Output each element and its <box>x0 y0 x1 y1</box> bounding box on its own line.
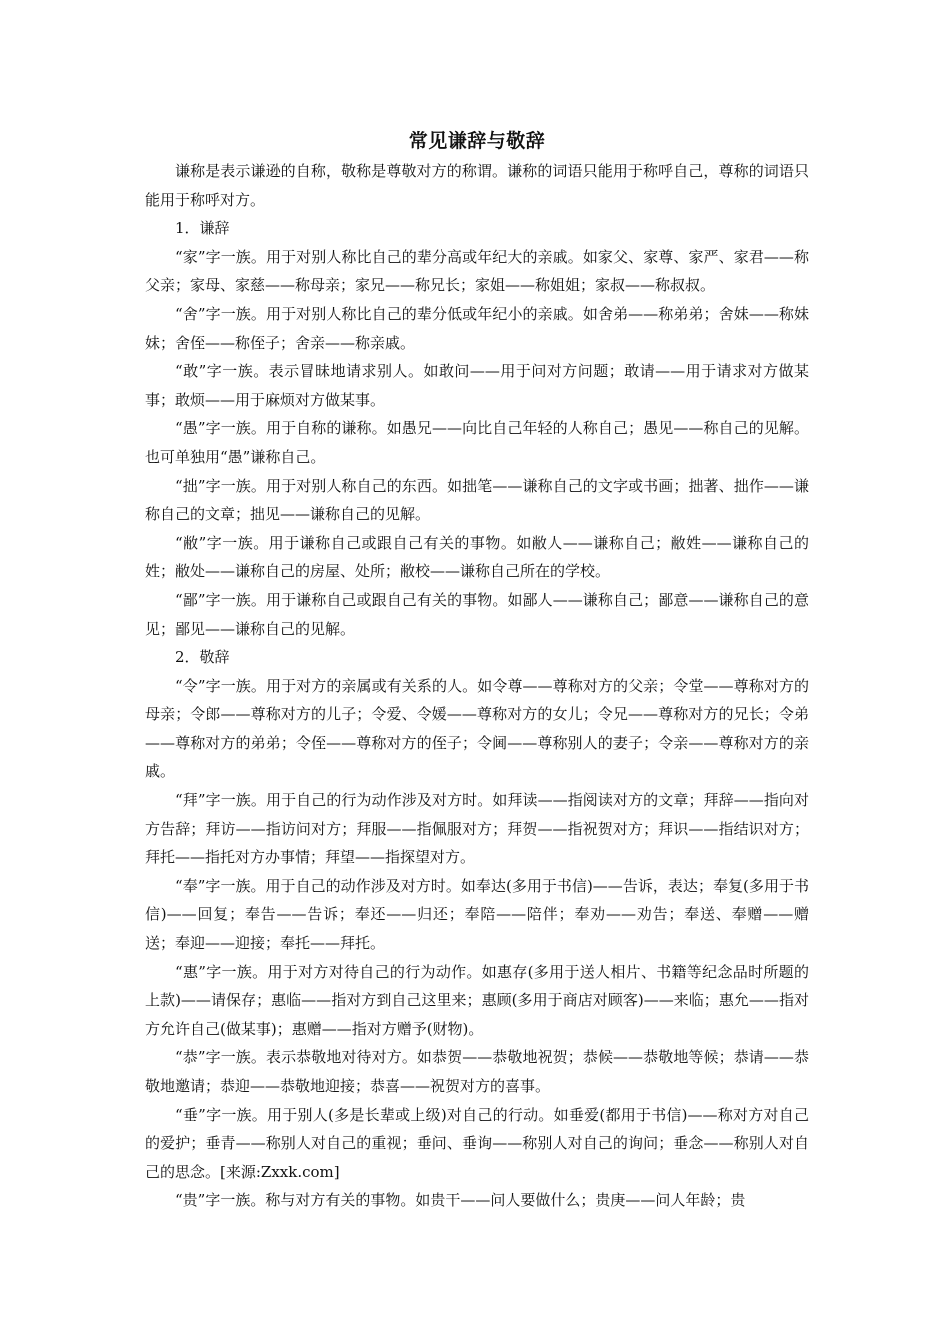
list-item: “鄙”字一族。用于谦称自己或跟自己有关的事物。如鄙人——谦称自己；鄙意——谦称自己的意见；鄙见——谦称自己的见解。 <box>145 590 809 638</box>
list-item: “敢”字一族。表示冒昧地请求别人。如敢问——用于问对方问题；敢请——用于请求对方做某事；敢烦——用于麻烦对方做某事。 <box>145 362 809 409</box>
list-item: “拜”字一族。用于自己的行为动作涉及对方时。如拜读——指阅读对方的文章；拜辞——指向对方告辞；拜访——指访问对方；拜服——指佩服对方；拜贺——指祝贺对方；拜识——指结识对方；拜托——指托对方办事情；拜望——指探望对方。 <box>145 791 809 867</box>
section-heading-respectful: 2．敬辞 <box>175 648 230 667</box>
list-item: “垂”字一族。用于别人(多是长辈或上级)对自己的行动。如垂爱(都用于书信)——称对方对自己的爱护；垂青——称别人对自己的重视；垂问、垂询——称别人对自己的询问；垂念——称别人对自己的思念。[来源:Zxxk.com] <box>145 1105 809 1181</box>
list-item: “敝”字一族。用于谦称自己或跟自己有关的事物。如敝人——谦称自己；敝姓——谦称自己的姓；敝处——谦称自己的房屋、处所；敝校——谦称自己所在的学校。 <box>145 533 809 581</box>
list-item: “愚”字一族。用于自称的谦称。如愚兄——向比自己年轻的人称自己；愚见——称自己的见解。也可单独用“愚”谦称自己。 <box>145 419 809 466</box>
list-item: “奉”字一族。用于自己的动作涉及对方时。如奉达(多用于书信)——告诉，表达；奉复(多用于书信)——回复；奉告——告诉；奉还——归还；奉陪——陪伴；奉劝——劝告；奉送、奉赠——赠送；奉迎——迎接；奉托——拜托。 <box>145 876 809 953</box>
list-item: “令”字一族。用于对方的亲属或有关系的人。如令尊——尊称对方的父亲；令堂——尊称对方的母亲；令郎——尊称对方的儿子；令爱、令媛——尊称对方的女儿；令兄——尊称对方的兄长；令弟——尊称对方的弟弟；令侄——尊称对方的侄子；令阃——尊称别人的妻子；令亲——尊称对方的亲戚。 <box>145 676 809 781</box>
page-title: 常见谦辞与敬辞 <box>408 130 546 152</box>
list-item: “家”字一族。用于对别人称比自己的辈分高或年纪大的亲戚。如家父、家尊、家严、家君——称父亲；家母、家慈——称母亲；家兄——称兄长；家姐——称姐姐；家叔——称叔叔。 <box>145 247 809 295</box>
list-item: “贵”字一族。称与对方有关的事物。如贵干——问人要做什么；贵庚——问人年龄；贵 <box>175 1191 746 1210</box>
list-item: “舍”字一族。用于对别人称比自己的辈分低或年纪小的亲戚。如舍弟——称弟弟；舍妹——称妹妹；舍侄——称侄子；舍亲——称亲戚。 <box>145 304 809 352</box>
section-heading-humble: 1．谦辞 <box>175 219 230 238</box>
intro-paragraph: 谦称是表示谦逊的自称，敬称是尊敬对方的称谓。谦称的词语只能用于称呼自己，尊称的词语只能用于称呼对方。 <box>145 162 809 209</box>
document-body <box>145 128 809 1215</box>
list-item: “惠”字一族。用于对方对待自己的行为动作。如惠存(多用于送人相片、书籍等纪念品时所题的上款)——请保存；惠临——指对方到自己这里来；惠顾(多用于商店对顾客)——来临；惠允——指对方允许自己(做某事)；惠赠——指对方赠予(财物)。 <box>145 962 809 1038</box>
list-item: “拙”字一族。用于对别人称自己的东西。如拙笔——谦称自己的文字或书画；拙著、拙作——谦称自己的文章；拙见——谦称自己的见解。 <box>145 476 809 524</box>
list-item: “恭”字一族。表示恭敬地对待对方。如恭贺——恭敬地祝贺；恭候——恭敬地等候；恭请——恭敬地邀请；恭迎——恭敬地迎接；恭喜——祝贺对方的喜事。 <box>145 1048 809 1095</box>
